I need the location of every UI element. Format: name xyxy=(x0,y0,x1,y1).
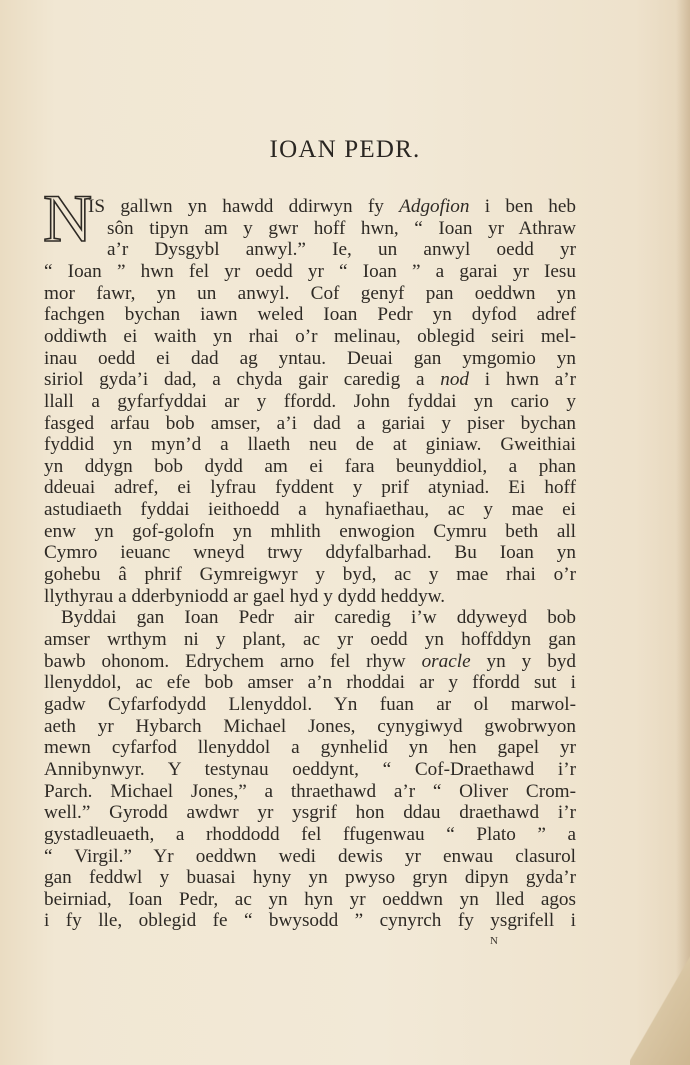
text-segment: yn y byd xyxy=(470,650,577,672)
text-line xyxy=(44,391,576,412)
text-segment: Adgofion xyxy=(399,196,470,217)
text-line xyxy=(44,542,576,563)
text-line xyxy=(44,759,576,780)
text-line xyxy=(88,196,576,217)
text-segment: oracle xyxy=(421,650,471,672)
text-segment: beirniad, Ioan Pedr, ac yn hyn yr oeddwn yn lled agos xyxy=(44,888,576,910)
text-segment: gan feddwl y buasai hyny yn pwyso gryn dipyn gyda’r xyxy=(44,867,576,889)
drop-cap: N xyxy=(43,180,93,256)
text-line xyxy=(61,607,576,628)
text-segment: enw yn gof-golofn yn mhlith enwogion Cymru beth all xyxy=(44,520,576,542)
text-line xyxy=(44,456,576,477)
page-title: IOAN PEDR. xyxy=(269,136,421,163)
text-segment: mor fawr, yn un anwyl. Cof genyf pan oeddwn yn xyxy=(44,282,576,304)
text-segment: llall a gyfarfyddai ar y ffordd. John fyddai yn cario y xyxy=(44,390,576,412)
text-segment: IS gallwn yn hawdd ddirwyn fy xyxy=(88,196,400,217)
text-segment: i fy lle, oblegid fe “ bwysodd ” cynyrch fy ysgrifell i xyxy=(44,910,576,932)
text-line xyxy=(44,564,576,585)
text-segment: gohebu â phrif Gymreigwyr y byd, ac y mae rhai o’r xyxy=(44,564,576,586)
text-segment: mewn cyfarfod llenyddol a gynhelid yn hen gapel yr xyxy=(44,737,576,759)
text-line xyxy=(44,716,576,737)
text-line xyxy=(44,651,576,672)
text-segment: astudiaeth fyddai ieithoedd a hynafiaethau, ac y mae ei xyxy=(44,499,576,521)
text-line xyxy=(44,499,576,520)
text-segment: llenyddol, ac efe bob amser a’n rhoddai ar y ffordd sut i xyxy=(44,672,576,694)
text-line xyxy=(44,304,576,325)
text-line xyxy=(44,672,576,693)
text-segment: amser wrthym ni y plant, ac yr oedd yn hoffddyn gan xyxy=(44,629,576,650)
text-segment: Annibynwyr. Y testynau oeddynt, “ Cof-Draethawd i’r xyxy=(44,758,576,780)
text-line xyxy=(44,802,576,823)
text-segment: fasged arfau bob amser, a’i dad a gariai y piser bychan xyxy=(44,412,576,434)
text-line xyxy=(44,434,576,455)
text-line xyxy=(44,737,576,758)
text-segment: i hwn a’r xyxy=(469,369,576,391)
text-line xyxy=(44,629,576,650)
text-line xyxy=(107,239,576,260)
text-segment: fyddid yn myn’d a llaeth neu de at giniaw. Gweithiai xyxy=(44,434,576,456)
text-segment: “ Ioan ” hwn fel yr oedd yr “ Ioan ” a garai yr Iesu xyxy=(44,260,576,282)
text-line xyxy=(44,781,576,802)
text-segment: gystadleuaeth, a rhoddodd fel ffugenwau “ Plato ” a xyxy=(44,823,576,845)
text-segment: well.” Gyrodd awdwr yr ysgrif hon ddau draethawd i’r xyxy=(44,802,576,824)
text-segment: nod xyxy=(440,369,470,391)
text-segment: sôn tipyn am y gwr hoff hwn, “ Ioan yr Athraw xyxy=(107,217,576,239)
text-segment: llythyrau a dderbyniodd ar gael hyd y dydd heddyw. xyxy=(44,585,446,607)
text-line xyxy=(44,824,576,845)
text-line xyxy=(44,586,445,607)
text-line xyxy=(44,413,576,434)
text-segment: oddiwth ei waith yn rhai o’r melinau, oblegid seiri mel- xyxy=(44,325,576,347)
text-segment: Byddai gan Ioan Pedr air caredig i’w ddyweyd bob xyxy=(61,607,576,629)
page-corner-fold xyxy=(630,925,690,1065)
text-segment: inau oedd ei dad ag yntau. Deuai gan ymgomio yn xyxy=(44,347,576,369)
text-line xyxy=(44,846,576,867)
text-segment: a’r Dysgybl anwyl.” Ie, un anwyl oedd yr xyxy=(107,239,576,261)
text-line xyxy=(44,261,576,282)
text-segment: fachgen bychan iawn weled Ioan Pedr yn dyfod adref xyxy=(44,304,576,326)
text-segment: ddeuai adref, ei lyfrau fyddent y prif atyniad. Ei hoff xyxy=(44,477,576,499)
text-line xyxy=(44,694,576,715)
text-line xyxy=(44,889,576,910)
text-segment: yn ddygn bob dydd am ei fara beunyddiol, a phan xyxy=(44,455,576,477)
signature-mark: N xyxy=(490,935,499,947)
text-segment: i ben heb xyxy=(469,196,576,217)
text-segment: Parch. Michael Jones,” a thraethawd a’r “ Oliver Crom- xyxy=(44,780,576,802)
text-segment: siriol gyda’i dad, a chyda gair caredig a xyxy=(44,369,441,391)
text-segment: aeth yr Hybarch Michael Jones, cynygiwyd gwobrwyon xyxy=(44,715,576,737)
text-line xyxy=(44,283,576,304)
text-line xyxy=(44,910,576,931)
text-line xyxy=(44,867,576,888)
text-segment: bawb ohonom. Edrychem arno fel rhyw xyxy=(44,650,422,672)
text-segment: “ Virgil.” Yr oeddwn wedi dewis yr enwau clasurol xyxy=(44,845,576,867)
text-line xyxy=(44,521,576,542)
text-segment: Cymro ieuanc wneyd trwy ddyfalbarhad. Bu Ioan yn xyxy=(44,542,576,564)
text-line xyxy=(44,477,576,498)
text-segment: gadw Cyfarfodydd Llenyddol. Yn fuan ar ol marwol- xyxy=(44,693,576,715)
text-line xyxy=(44,348,576,369)
text-line xyxy=(107,218,576,239)
text-line xyxy=(44,369,576,390)
text-line xyxy=(44,326,576,347)
